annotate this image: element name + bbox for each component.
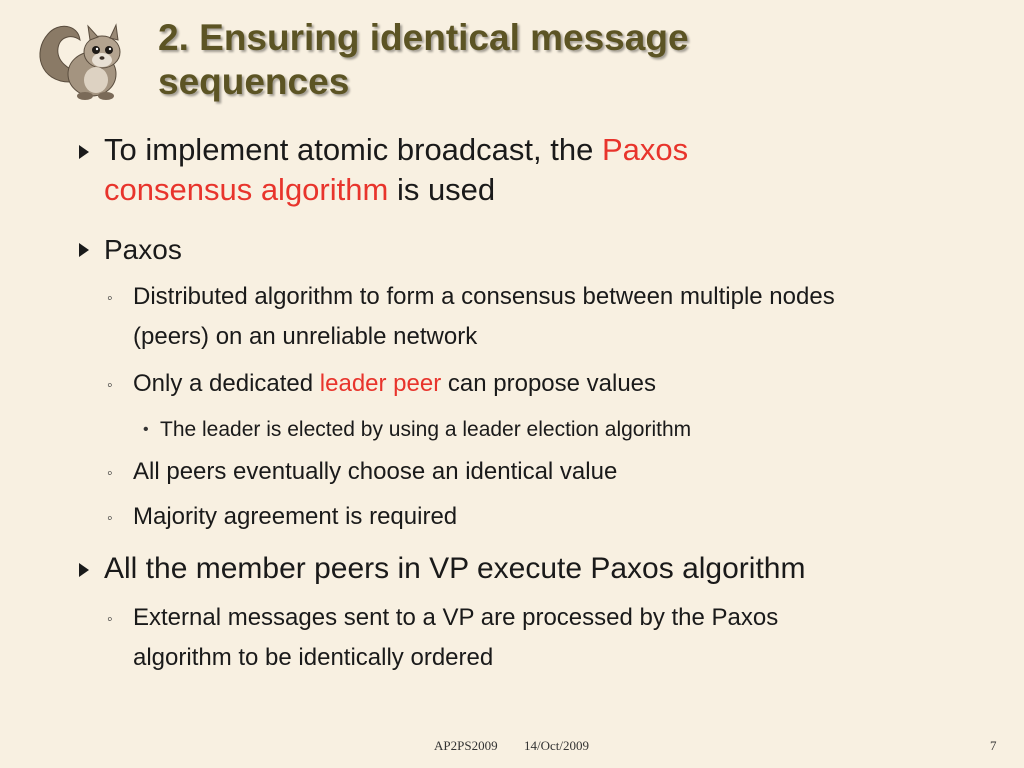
footer-conference: AP2PS2009 [434, 738, 498, 753]
subbullet-leader-peer [133, 364, 993, 404]
bullet-text: To implement atomic broadcast, the [104, 132, 602, 167]
bullet-member-peers: All the member peers in VP execute Paxos algorithm [104, 552, 806, 585]
dot-bullet-icon: • [143, 421, 149, 438]
subbullet-identical-value: All peers eventually choose an identical value [133, 458, 618, 485]
arrow-bullet-icon [78, 243, 90, 257]
slide-number: 7 [990, 738, 997, 753]
circle-bullet-icon: ◦ [107, 290, 113, 307]
bullet-text: can propose values [441, 370, 657, 397]
bullet-paxos: Paxos [104, 234, 182, 265]
arrow-bullet-icon [78, 563, 90, 577]
footer-date: 14/Oct/2009 [524, 738, 589, 753]
subbullet-distributed-algorithm [133, 277, 993, 357]
subsubbullet-leader-election: The leader is elected by using a leader election algorithm [160, 418, 692, 441]
title-line-2: sequences [158, 61, 350, 102]
highlight-leader-peer: leader peer [319, 370, 442, 397]
title-line-1: 2. Ensuring identical message [158, 17, 689, 58]
highlight-consensus-algorithm: consensus algorithm [104, 172, 389, 207]
bullet-text-line-2: (peers) on an unreliable network [133, 323, 478, 350]
subbullet-majority-agreement: Majority agreement is required [133, 503, 458, 530]
bullet-text-line-1: External messages sent to a VP are processed by the Paxos [133, 604, 779, 631]
circle-bullet-icon: ◦ [107, 377, 113, 394]
subbullet-external-messages [133, 598, 993, 678]
bullet-text-line-1: Distributed algorithm to form a consensus between multiple nodes [133, 283, 835, 310]
arrow-bullet-icon [78, 145, 90, 159]
bullet-text: Only a dedicated [133, 370, 320, 397]
bullet-atomic-broadcast [104, 130, 964, 210]
circle-bullet-icon: ◦ [107, 510, 113, 527]
bullet-text-line-2: algorithm to be identically ordered [133, 644, 494, 671]
circle-bullet-icon: ◦ [107, 611, 113, 628]
circle-bullet-icon: ◦ [107, 465, 113, 482]
highlight-paxos: Paxos [601, 132, 689, 167]
bullet-text: is used [388, 172, 496, 207]
